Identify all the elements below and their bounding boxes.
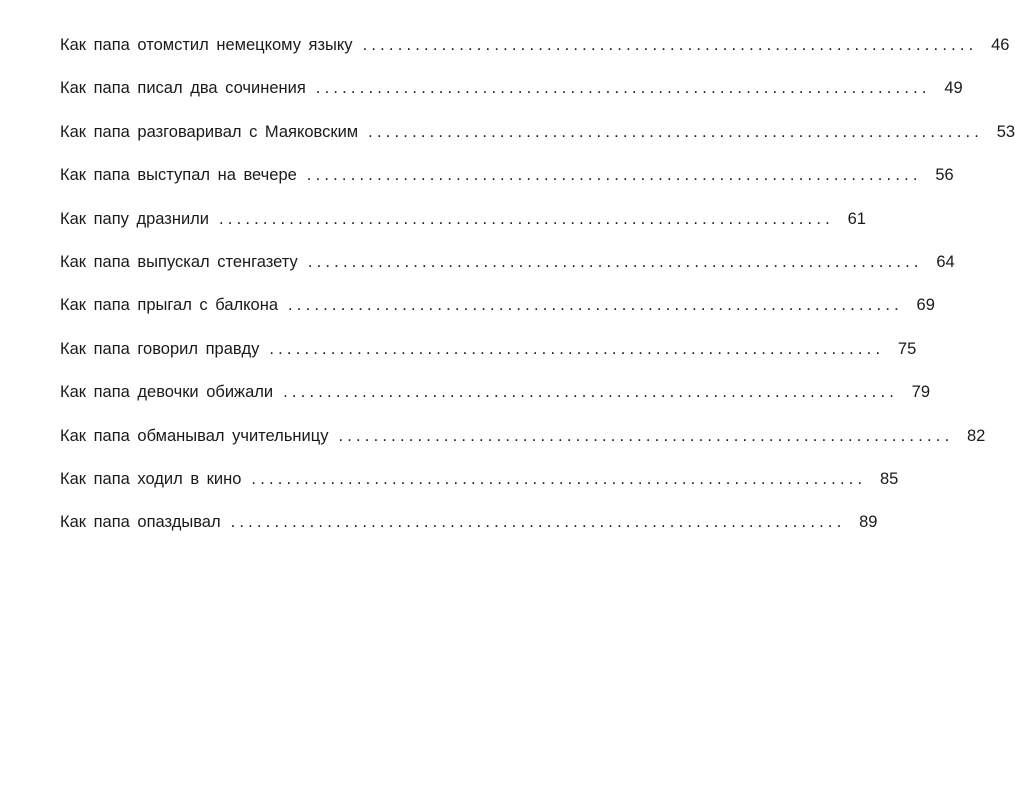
toc-entry-title: Как папа разговаривал с Маяковским [60,122,359,141]
toc-entry [60,252,955,296]
toc-dot-leader: ...................................................................... [362,36,978,54]
table-of-contents [60,36,1015,557]
toc-entry-page: 69 [916,296,935,315]
toc-dot-leader: ...................................................................... [269,339,885,358]
toc-entry [60,209,866,253]
toc-entry-title: Как папа говорил правду [60,339,260,358]
toc-entry-title: Как папа выпускал стенгазету [60,252,298,271]
toc-entry-title: Как папа выступал на вечере [60,166,297,185]
toc-entry-page: 75 [897,339,917,358]
toc-entry-page: 56 [935,166,954,185]
toc-entry [60,36,1010,79]
toc-entry-title: Как папа прыгал с балкона [60,296,278,315]
toc-dot-leader: ...................................................................... [307,252,923,271]
toc-entry-title: Как папа отомстил немецкому языку [60,36,353,54]
toc-dot-leader: ...................................................................... [306,166,922,185]
toc-dot-leader: ...................................................................... [230,513,846,532]
toc-dot-leader: ...................................................................... [288,296,903,315]
toc-entry [60,79,963,122]
toc-dot-leader: ...................................................................... [251,469,867,488]
toc-entry-title: Как папа писал два сочинения [60,79,306,98]
toc-entry [60,122,1015,166]
toc-entry-title: Как папа обманывал учительницу [60,426,329,445]
toc-dot-leader: ...................................................................... [315,79,931,98]
toc-entry [60,469,899,513]
toc-entry [60,383,931,426]
toc-dot-leader: ...................................................................... [283,383,899,402]
toc-dot-leader: ...................................................................... [368,122,984,141]
toc-entry [60,339,917,383]
toc-entry-page: 85 [879,469,899,488]
toc-entry-page: 46 [991,36,1010,54]
toc-entry-page: 64 [936,252,955,271]
toc-entry-page: 82 [967,426,986,445]
toc-entry-page: 79 [911,383,931,402]
toc-entry [60,513,878,556]
toc-entry [60,166,954,209]
toc-entry-title: Как папу дразнили [60,209,210,228]
toc-entry-title: Как папа девочки обижали [60,383,274,402]
toc-entry [60,426,986,470]
toc-entry-page: 49 [944,79,963,98]
toc-dot-leader: ...................................................................... [338,426,954,445]
toc-entry-title: Как папа опаздывал [60,513,221,532]
toc-entry-title: Как папа ходил в кино [60,469,242,488]
toc-entry-page: 89 [859,513,878,532]
toc-dot-leader: ...................................................................... [219,209,834,228]
toc-entry-page: 61 [847,209,866,228]
toc-entry [60,296,935,339]
toc-entry-page: 53 [996,122,1015,141]
